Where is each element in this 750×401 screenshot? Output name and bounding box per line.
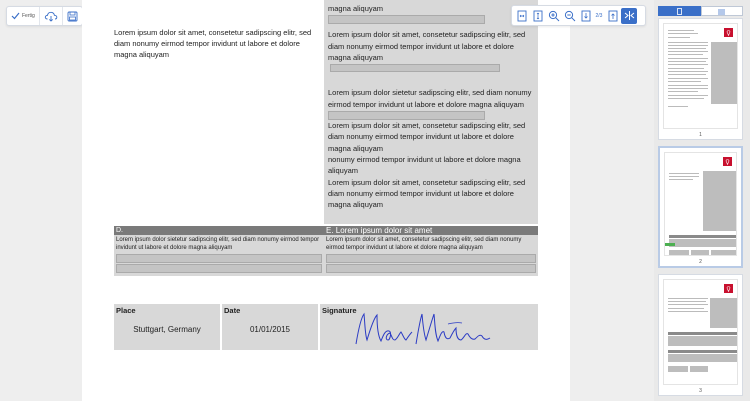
zoom-in-button[interactable]: [546, 8, 561, 23]
thumbnail-number: 3: [699, 388, 702, 394]
zoom-in-icon: [548, 10, 560, 22]
section-e-body: [324, 235, 538, 276]
place-label: Place: [116, 306, 136, 315]
brand-logo-icon: [724, 284, 733, 293]
document-page: [82, 0, 570, 401]
section-d-text: Lorem ipsum dolor sietetur sadipscing elitr, sed diam nonumy eirmod tempor invidunt ut labore et dolore magna aliquyam: [116, 237, 320, 251]
rc-paragraph-3: Lorem ipsum dolor sietetur sadipscing elitr, sed diam nonumy eirmod tempor invidunt ut labore et dolore magna aliquyam: [328, 88, 532, 109]
rc-paragraph-1: magna aliquyam: [328, 4, 384, 13]
page-thumbnail-3[interactable]: [658, 274, 743, 396]
date-value: 01/01/2015: [249, 325, 291, 334]
save-button[interactable]: [63, 7, 82, 25]
section-d-body: [114, 235, 324, 276]
rc-paragraph-6: Lorem ipsum dolor sit amet, consetetur sadipscing elitr, sed diam nonumy eirmod tempor invidunt ut labore et dolore magna aliquyam: [328, 177, 526, 210]
thumbnail-number: 2: [699, 259, 702, 265]
tab-outline[interactable]: [701, 6, 744, 16]
fit-page-icon: [517, 10, 527, 22]
text-field[interactable]: [116, 264, 322, 273]
zoom-out-icon: [564, 10, 576, 22]
thumbnail-preview: [663, 279, 738, 385]
section-e-text: Lorem ipsum dolor sit amet, consetetur sadipscing elitr, sed diam nonumy eirmod tempor invidunt ut labore et dolore magna aliquyam: [326, 237, 522, 251]
zoom-out-button[interactable]: [562, 8, 577, 23]
done-button[interactable]: [7, 7, 40, 25]
page-up-icon: [608, 10, 618, 22]
brand-logo-icon: [724, 28, 733, 37]
thumbnail-preview: [663, 23, 738, 129]
toggle-sidebar-button[interactable]: [621, 8, 637, 24]
cloud-download-icon: [44, 11, 58, 22]
split-view-icon: [624, 10, 635, 21]
section-d-title: D.: [114, 226, 324, 235]
previous-page-button[interactable]: [578, 8, 593, 23]
next-page-button[interactable]: [605, 8, 620, 23]
inline-text-field[interactable]: [330, 64, 500, 72]
text-field[interactable]: [328, 111, 485, 120]
handwritten-signature: [348, 310, 498, 350]
page-indicator: 2/3: [595, 12, 603, 19]
section-e-title: E. Lorem ipsum dolor sit amet: [324, 226, 538, 235]
tab-thumbnails[interactable]: [658, 6, 701, 16]
text-field[interactable]: [328, 15, 485, 24]
signature-field[interactable]: [320, 304, 538, 350]
date-field[interactable]: [222, 304, 318, 350]
thumbnail-sidebar: [654, 0, 750, 401]
rc-paragraph-5: nonumy eirmod tempor invidunt ut labore et dolore magna aliquyam: [328, 154, 521, 176]
brand-logo-icon: [723, 157, 732, 166]
thumbnail-number: 1: [699, 132, 702, 138]
done-label: Fertig: [22, 13, 35, 19]
page-thumbnail-2[interactable]: [658, 146, 743, 268]
text-field[interactable]: [326, 254, 536, 263]
fit-page-button[interactable]: [514, 8, 529, 23]
text-field[interactable]: [326, 264, 536, 273]
date-label: Date: [224, 306, 241, 315]
fit-width-icon: [533, 10, 543, 22]
sidebar-tabs: [658, 6, 743, 16]
page-down-icon: [581, 10, 591, 22]
thumbnail-preview: [664, 152, 737, 256]
rc-paragraph-2: Lorem ipsum dolor sit amet, consetetur sadipscing elitr, sed diam nonumy eirmod tempor invidunt ut labore et dolore magna aliquyam: [328, 29, 534, 74]
right-column: [324, 0, 538, 224]
left-column-text: Lorem ipsum dolor sit amet, consetetur sadipscing elitr, sed diam nonumy eirmod tempor invidunt ut labore et dolore magna aliquyam: [114, 28, 312, 59]
page-thumbnail-1[interactable]: [658, 18, 743, 140]
place-value: Stuttgart, Germany: [133, 325, 201, 334]
checkmark-icon: [11, 12, 20, 20]
place-field[interactable]: [114, 304, 220, 350]
signature-label: Signature: [322, 306, 357, 315]
rc-paragraph-4: Lorem ipsum dolor sit amet, consetetur sadipscing elitr, sed diam nonumy eirmod tempor invidunt ut labore et dolore magna aliquyam: [328, 121, 526, 153]
fit-width-button[interactable]: [530, 8, 545, 23]
left-toolbar: [6, 6, 83, 26]
text-field[interactable]: [116, 254, 322, 263]
save-icon: [67, 11, 78, 22]
viewer-toolbar: [511, 5, 646, 26]
cloud-download-button[interactable]: [40, 7, 63, 25]
